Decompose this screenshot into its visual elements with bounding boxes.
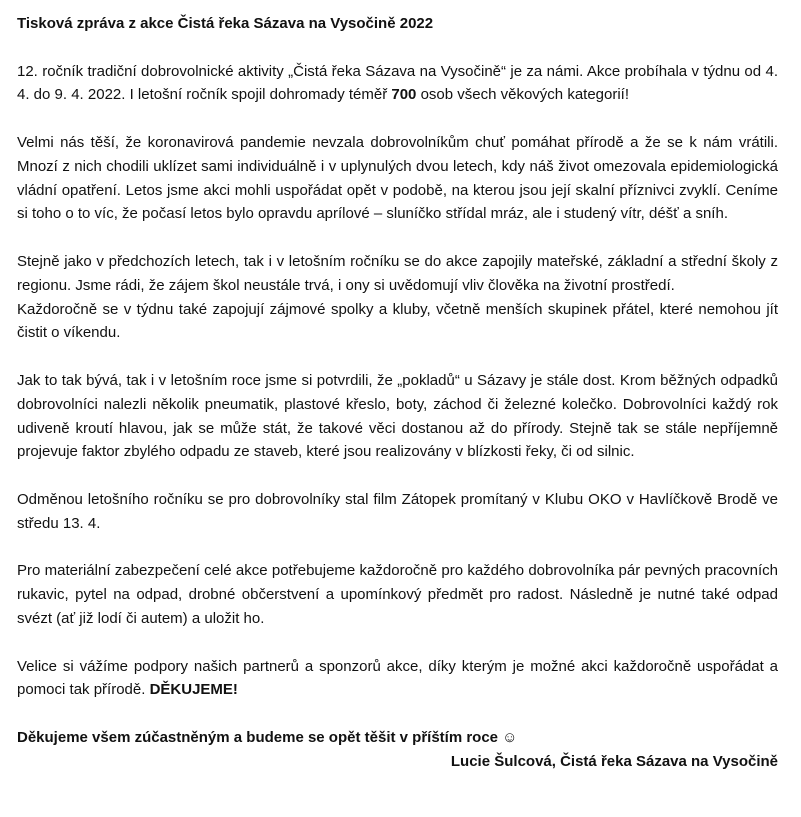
paragraph-reward: Odměnou letošního ročníku se pro dobrovolníky stal film Zátopek promítaný v Klubu OKO v Havlíčkově Brodě ve středu 13. 4. xyxy=(17,490,778,532)
participant-count: 700 xyxy=(391,86,417,104)
intro-text-end: osob všech věkových kategorií! xyxy=(416,86,630,104)
press-release-document xyxy=(17,12,778,774)
signature: Lucie Šulcová, Čistá řeka Sázava na Vysočině xyxy=(450,752,778,770)
paragraph-pandemic: Velmi nás těší, že koronavirová pandemie nevzala dobrovolníkům chuť pomáhat přírodě a že se k nám vrátili. Mnozí z nich chodili uklízet sami individuálně i v uplynulých dvou letech, kdy náš život omezovala epidemiologická vládní opatření. Letos jsme akci mohli uspořádat opět v podobě, na kterou jsou její skalní příznivci zvyklí. Ceníme si toho o to víc, že počasí letos bylo opravdu aprílové – sluníčko střídal mráz, ale i studený vítr, déšť a sníh. xyxy=(17,133,778,223)
paragraph-findings: Jak to tak bývá, tak i v letošním roce jsme si potvrdili, že „pokladů“ u Sázavy je stále dost. Krom běžných odpadků dobrovolníci nalezli několik pneumatik, plastové křeslo, boty, záchod či železné kolečko. Dobrovolníci každý rok udiveně kroutí hlavou, jak se může stát, že takové věci dostanou až do přírody. Stejně tak se stále nepříjemně projevuje faktor zbylého odpadu ze staveb, které jsou realizovány v blízkosti řeky, či od silnic. xyxy=(17,371,778,461)
paragraph-intro xyxy=(17,60,778,108)
thanks-emphasis: DĚKUJEME! xyxy=(149,681,238,699)
document-title: Tisková zpráva z akce Čistá řeka Sázava na Vysočině 2022 xyxy=(17,15,434,32)
paragraph-supplies: Pro materiální zabezpečení celé akce potřebujeme každoročně pro každého dobrovolníka pár pevných pracovních rukavic, pytel na odpad, drobné občerstvení a upomínkový předmět pro radost. Následně je nutné také odpad svézt (ať již lodí či autem) a uložit ho. xyxy=(17,562,778,627)
closing-line: Děkujeme všem zúčastněným a budeme se opět těšit v příštím roce ☺ xyxy=(17,728,518,746)
intro-text-start: 12. ročník tradiční dobrovolnické aktivity „Čistá řeka Sázava na Vysočině“ je za námi. Akce probíhala v týdnu od 4. 4. do 9. 4. 2022. I letošní ročník spojil dohromady téměř xyxy=(17,62,778,104)
paragraph-clubs: Každoročně se v týdnu také zapojují zájmové spolky a kluby, včetně menších skupinek přátel, které nemohou jít čistit o víkendu. xyxy=(17,300,778,342)
thanks-text: Velice si vážíme podpory našich partnerů a sponzorů akce, díky kterým je možné akci každoročně uspořádat a pomoci tak přírodě. xyxy=(17,657,778,699)
paragraph-schools: Stejně jako v předchozích letech, tak i v letošním ročníku se do akce zapojily mateřské, základní a střední školy z regionu. Jsme rádi, že zájem škol neustále trvá, i ony si uvědomují vliv člověka na životní prostředí. xyxy=(17,252,778,294)
paragraph-thanks xyxy=(17,655,778,703)
